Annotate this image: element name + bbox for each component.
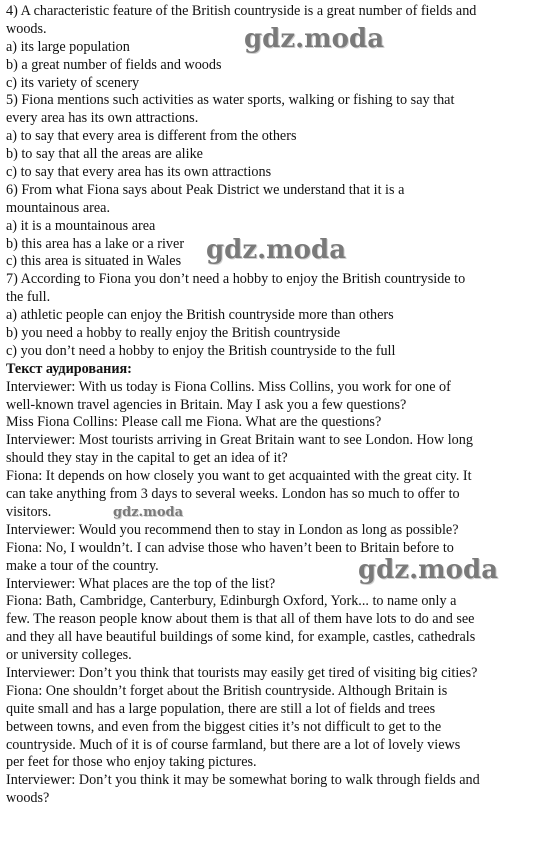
text-line: b) a great number of fields and woods [6,56,222,73]
text-line: Interviewer: Don’t you think that tourists may easily get tired of visiting big cities? [6,664,478,681]
watermark: gdz.moda [244,24,385,54]
text-line: Fiona: Bath, Cambridge, Canterbury, Edinburgh Oxford, York... to name only a [6,593,457,610]
text-line: and they all have beautiful buildings of some kind, for example, castles, cathedrals [6,629,476,646]
text-line: visitors. [6,503,52,520]
text-line: 4) A characteristic feature of the British countryside is a great number of fields and [6,3,477,19]
text-line: c) you don’t need a hobby to enjoy the British countryside to the full [6,342,396,359]
text-line: Fiona: One shouldn’t forget about the British countryside. Although Britain is [6,682,448,699]
watermark: gdz.moda [113,505,184,520]
section-heading: Текст аудирования: [6,360,132,377]
text-line: woods? [6,790,50,807]
text-line: or university colleges. [6,647,132,664]
text-line: 7) According to Fiona you don’t need a hobby to enjoy the British countryside to [6,271,466,288]
watermark: gdz.moda [358,555,499,585]
text-line: c) this area is situated in Wales [6,253,182,270]
text-line: between towns, and even from the biggest cities it’s not difficult to get to the [6,718,442,735]
text-line: Interviewer: Would you recommend then to stay in London as long as possible? [6,521,459,538]
text-line: 6) From what Fiona says about Peak District we understand that it is a [6,181,405,198]
text-line: a) its large population [6,38,130,55]
text-line: c) to say that every area has its own attractions [6,164,272,181]
text-line: Fiona: No, I wouldn’t. I can advise those who haven’t been to Britain before to [6,539,454,556]
text-line: per feet for those who enjoy taking pictures. [6,754,257,771]
text-line: should they stay in the capital to get an idea of it? [6,450,288,467]
text-line: Miss Fiona Collins: Please call me Fiona. What are the questions? [6,414,382,431]
text-body [6,3,530,808]
text-line: well-known travel agencies in Britain. May I ask you a few questions? [6,396,407,413]
text-line: a) to say that every area is different from the others [6,128,297,145]
text-line: Interviewer: Don’t you think it may be somewhat boring to walk through fields and [6,772,480,789]
text-line: every area has its own attractions. [6,110,199,127]
text-line: countryside. Much of it is of course farmland, but there are a lot of lovely views [6,736,461,753]
text-line: c) its variety of scenery [6,74,140,91]
text-line: Interviewer: What places are the top of the list? [6,575,276,592]
text-line: can take anything from 3 days to several weeks. London has so much to offer to [6,486,460,503]
document-page [6,3,530,808]
text-line: Interviewer: With us today is Fiona Collins. Miss Collins, you work for one of [6,378,451,395]
text-line: b) you need a hobby to really enjoy the British countryside [6,325,341,342]
text-line: b) this area has a lake or a river [6,235,185,252]
text-line: a) athletic people can enjoy the British countryside more than others [6,307,394,324]
text-line: 5) Fiona mentions such activities as water sports, walking or fishing to say that [6,92,455,109]
watermark: gdz.moda [206,235,347,265]
text-line: the full. [6,289,51,306]
text-line: mountainous area. [6,199,111,216]
text-line: Fiona: It depends on how closely you want to get acquainted with the great city. It [6,468,472,485]
text-line: b) to say that all the areas are alike [6,146,203,163]
text-line: woods. [6,20,47,37]
text-line: Interviewer: Most tourists arriving in Great Britain want to see London. How long [6,432,473,449]
text-line: make a tour of the country. [6,557,159,574]
text-line: few. The reason people know about them is that all of them have lots to do and see [6,611,475,628]
text-line: a) it is a mountainous area [6,217,156,234]
text-line: quite small and has a large population, there are still a lot of fields and trees [6,700,436,717]
